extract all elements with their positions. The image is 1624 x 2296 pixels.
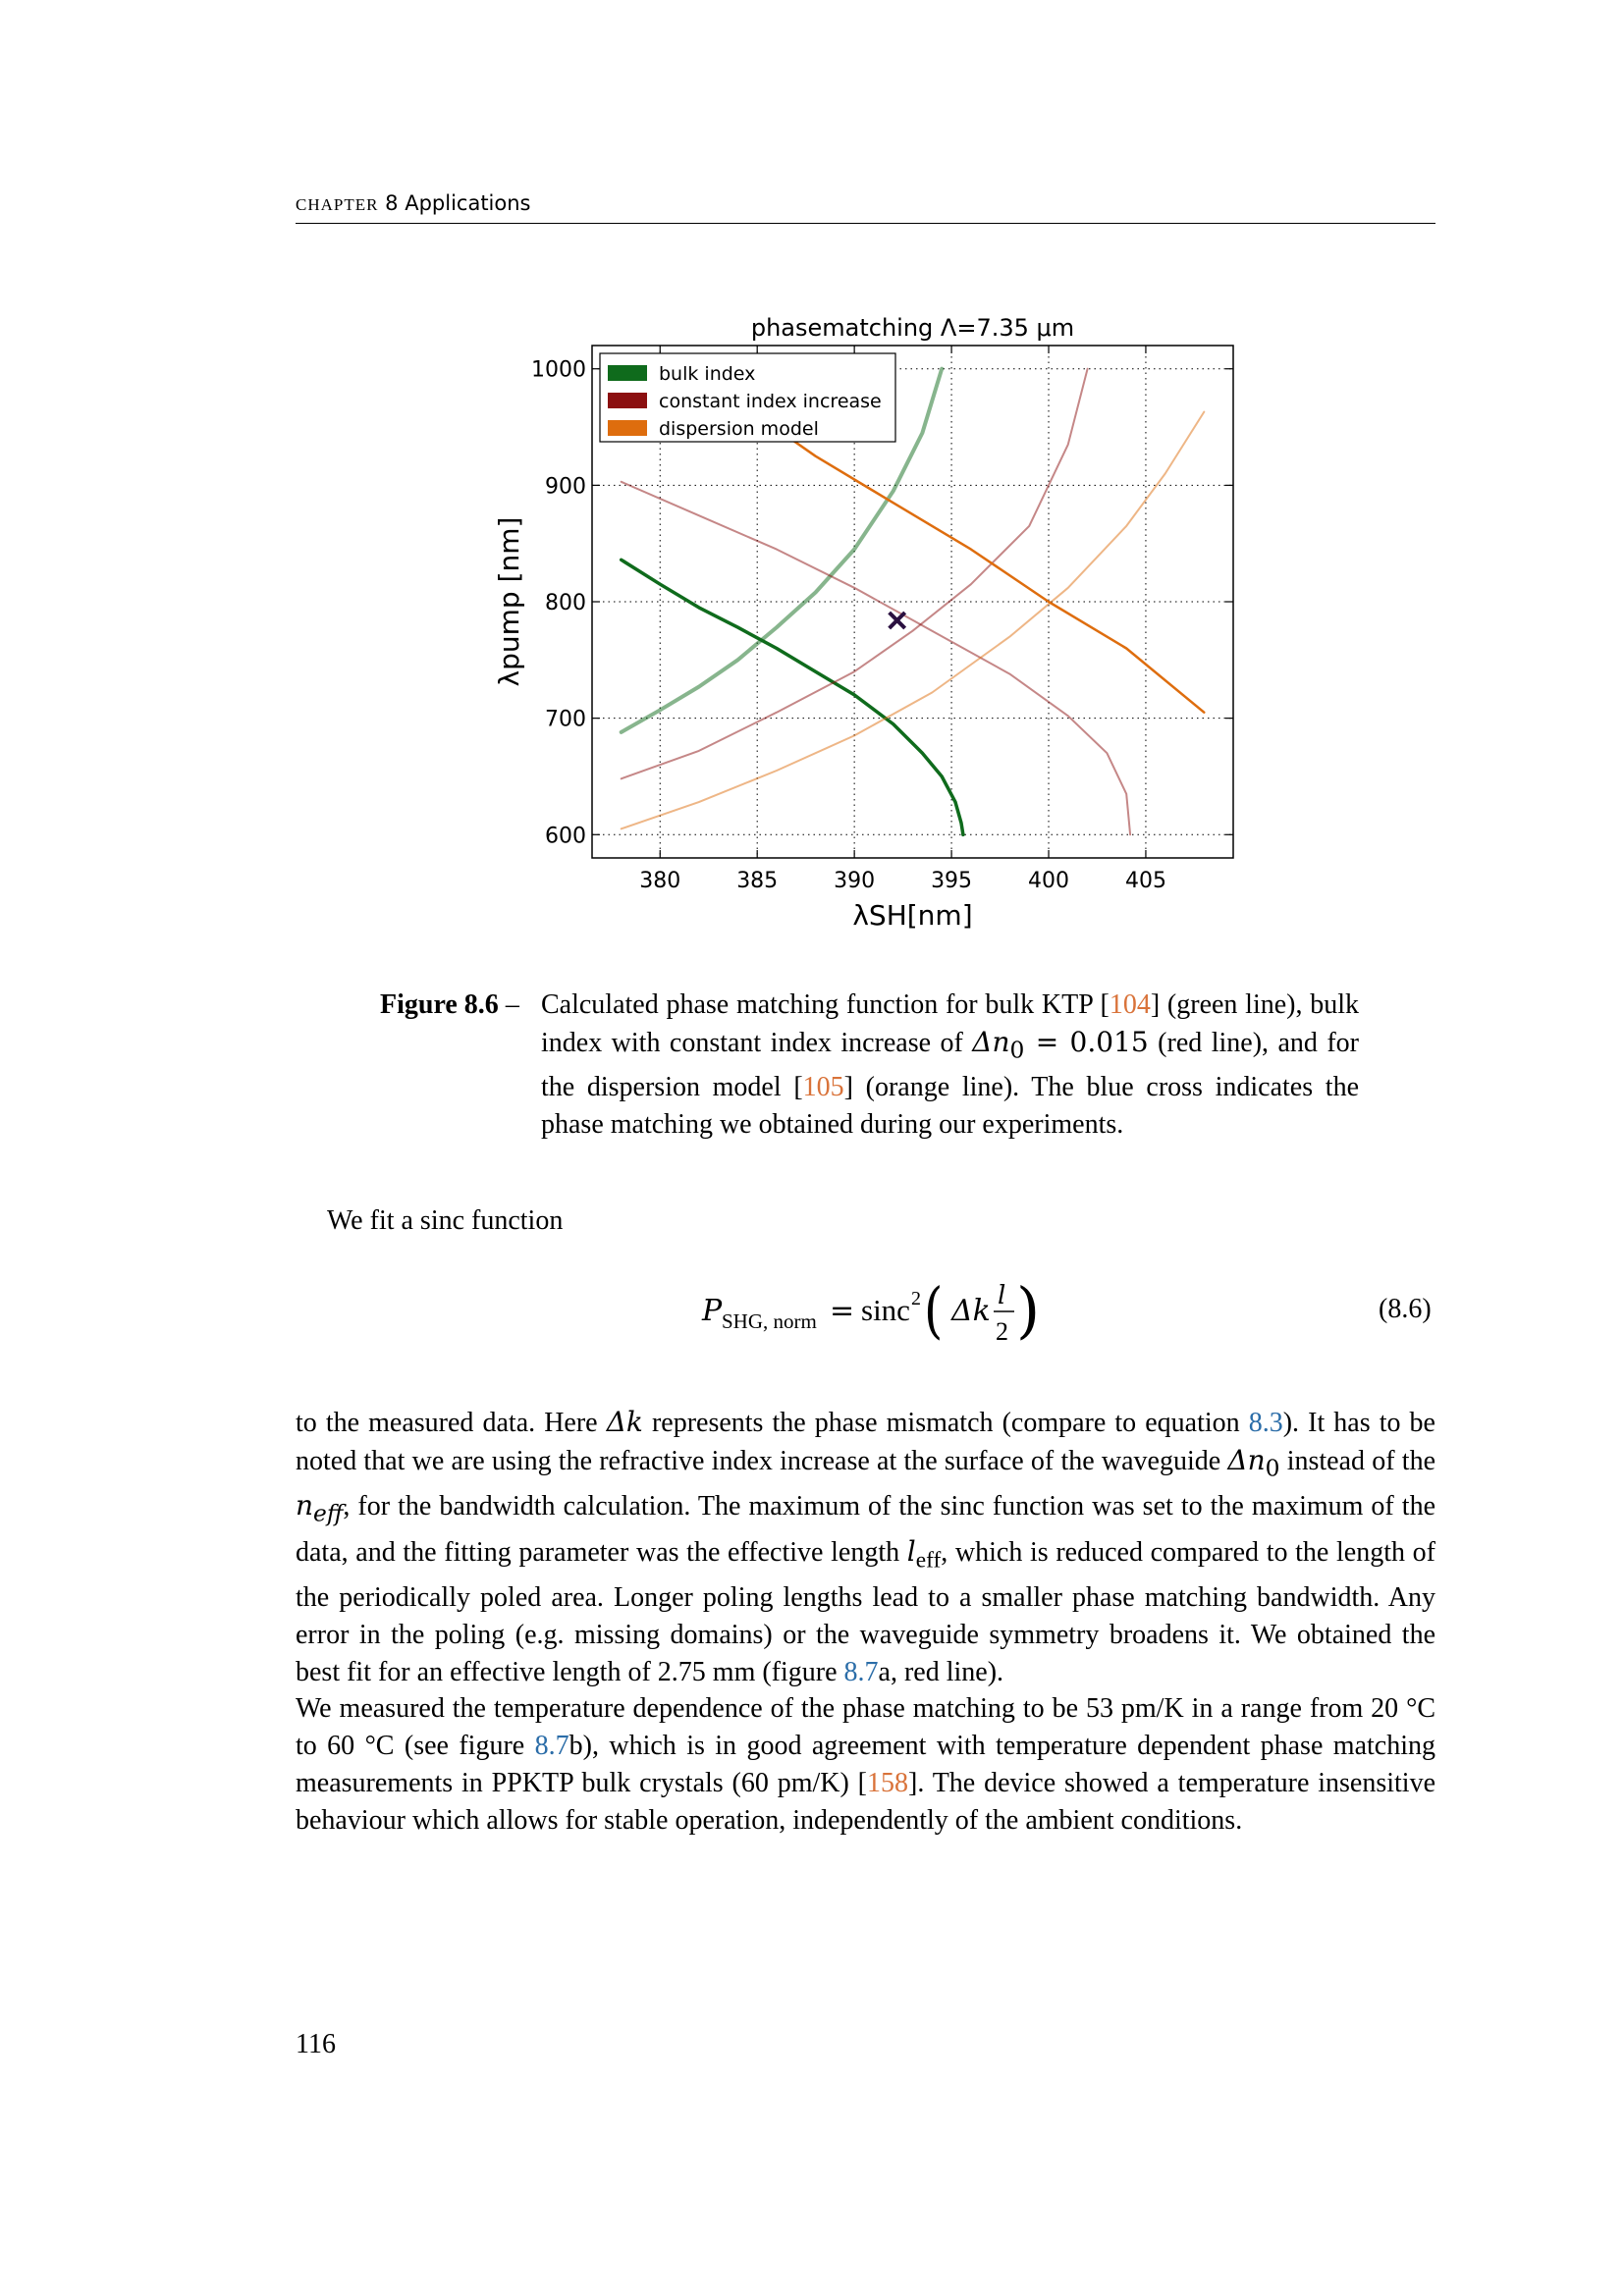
chapter-word: CHAPTER bbox=[296, 195, 379, 214]
paragraph-1 bbox=[296, 1404, 1435, 1690]
eq-numerator: l bbox=[998, 1281, 1006, 1310]
series-line-2 bbox=[622, 482, 1130, 835]
eq-left-paren: ( bbox=[924, 1275, 944, 1347]
body-text bbox=[296, 1404, 1435, 1840]
p2-text-c: ]. The device showed a temperature insensitive behaviour which allows for stable operation, independently of the ambient conditions. bbox=[296, 1767, 1435, 1836]
p1-text-d: instead of the bbox=[1279, 1445, 1435, 1476]
ref-figure-8-7-a[interactable]: 8.7 bbox=[843, 1656, 879, 1687]
legend-label-2: dispersion model bbox=[659, 418, 819, 440]
eq-sinc: sinc bbox=[861, 1293, 910, 1327]
math-delta-n-value: = 0.015 bbox=[1024, 1026, 1149, 1058]
x-axis-label: λSH[nm] bbox=[852, 899, 973, 932]
chapter-title: Applications bbox=[405, 191, 531, 215]
y-tick-label: 800 bbox=[545, 591, 586, 615]
ref-equation-8-3[interactable]: 8.3 bbox=[1248, 1408, 1283, 1438]
running-header bbox=[296, 189, 1435, 224]
chart-title: phasematching Λ=7.35 μm bbox=[750, 314, 1075, 342]
eq-subscript: SHG, norm bbox=[722, 1309, 817, 1333]
chart-legend bbox=[600, 353, 895, 442]
citation-158[interactable]: 158 bbox=[867, 1767, 909, 1798]
math-l-eff: l bbox=[906, 1534, 916, 1568]
math-n-eff: n bbox=[296, 1489, 314, 1522]
y-tick-label: 700 bbox=[545, 707, 586, 732]
p2-text-b: b), which is in good agreement with temperature dependent phase matching measurements in PPKTP bulk crystals (60 pm/K) [ bbox=[296, 1731, 1435, 1798]
eq-P: P bbox=[702, 1294, 723, 1328]
caption-text bbox=[541, 987, 1359, 1144]
p1-text-g: a, red line). bbox=[878, 1656, 1004, 1687]
equation-8-6 bbox=[692, 1266, 1085, 1355]
eq-denominator: 2 bbox=[996, 1317, 1008, 1346]
eq-right-paren: ) bbox=[1016, 1274, 1041, 1346]
citation-105[interactable]: 105 bbox=[802, 1071, 844, 1102]
x-tick-label: 395 bbox=[931, 869, 973, 893]
legend-swatch-1 bbox=[608, 393, 647, 408]
intro-sentence: We fit a sinc function bbox=[327, 1205, 564, 1236]
math-l-eff-sub: eff bbox=[915, 1547, 942, 1574]
y-tick-label: 900 bbox=[545, 474, 586, 500]
eq-delta-k: Δk bbox=[951, 1294, 991, 1328]
y-tick-label: 600 bbox=[545, 824, 586, 849]
caption-label bbox=[380, 987, 519, 1024]
x-tick-label: 405 bbox=[1124, 869, 1166, 893]
caption-text-3: (red line), and for the dispersion model [ bbox=[541, 1028, 1359, 1102]
p1-text-e: , for the bandwidth calculation. The maximum of the sinc function was set to the maximum of the data, and the fitting parameter was the effective length bbox=[296, 1491, 1435, 1568]
phasematching-figure bbox=[471, 304, 1257, 933]
equation-number: (8.6) bbox=[1379, 1294, 1432, 1324]
phasematching-chart bbox=[471, 304, 1257, 933]
caption-text-2: ] (green line), bulk index with constant index increase of bbox=[541, 989, 1360, 1058]
legend-label-1: constant index increase bbox=[659, 391, 882, 412]
legend-label-0: bulk index bbox=[659, 363, 756, 385]
p2-text-a: We measured the temperature dependence of the phase matching to be 53 pm/K in a range from 20 °C to 60 °C (see figure bbox=[296, 1693, 1435, 1762]
math-delta-n: Δn bbox=[972, 1026, 1010, 1058]
p1-text-b: represents the phase mismatch (compare to equation bbox=[642, 1408, 1249, 1438]
math-delta-n0: Δn bbox=[1227, 1443, 1266, 1476]
series-line-0 bbox=[622, 560, 963, 834]
y-tick-label: 1000 bbox=[531, 357, 586, 383]
p1-text-a: to the measured data. Here bbox=[296, 1408, 607, 1438]
page-number: 116 bbox=[296, 2029, 336, 2059]
math-delta-n0-sub: 0 bbox=[1265, 1454, 1280, 1482]
legend-swatch-2 bbox=[608, 420, 647, 436]
caption-dash: – bbox=[505, 989, 519, 1020]
p1-text-f: , which is reduced compared to the length of the periodically poled area. Longer poling lengths lead to a smaller phase matching bandwidth. Any error in the poling (e.g. missing domains) or the waveguide symmetry broadens it. We obtained the best fit for an effective length of 2.75 mm (figure bbox=[296, 1536, 1435, 1687]
x-tick-label: 390 bbox=[834, 869, 876, 893]
legend-swatch-0 bbox=[608, 365, 647, 381]
math-n-eff-sub: eff bbox=[313, 1499, 344, 1527]
x-tick-label: 385 bbox=[736, 869, 779, 893]
x-tick-label: 400 bbox=[1028, 869, 1070, 893]
experiment-cross-marker bbox=[890, 613, 905, 628]
math-delta-n-sub: 0 bbox=[1009, 1036, 1025, 1064]
eq-superscript: 2 bbox=[911, 1288, 921, 1309]
chapter-heading bbox=[296, 191, 531, 215]
p1-text-c: ). It has to be noted that we are using the refractive index increase at the surface of the waveguide bbox=[296, 1408, 1435, 1476]
citation-104[interactable]: 104 bbox=[1109, 989, 1151, 1020]
ref-figure-8-7-b[interactable]: 8.7 bbox=[534, 1731, 569, 1762]
chapter-number: 8 bbox=[385, 191, 399, 215]
caption-text-1: Calculated phase matching function for bulk KTP [ bbox=[541, 989, 1110, 1020]
paragraph-2 bbox=[296, 1690, 1435, 1839]
math-delta-k: Δk bbox=[606, 1406, 643, 1438]
caption-figure-number: Figure 8.6 bbox=[380, 989, 499, 1020]
x-tick-label: 380 bbox=[639, 869, 681, 893]
caption-text-4: ] (orange line). The blue cross indicates the phase matching we obtained during our experiments. bbox=[541, 1071, 1360, 1140]
y-axis-label: λpump [nm] bbox=[493, 516, 525, 687]
equation-graphic bbox=[692, 1266, 1085, 1355]
eq-equals: = bbox=[830, 1294, 855, 1328]
